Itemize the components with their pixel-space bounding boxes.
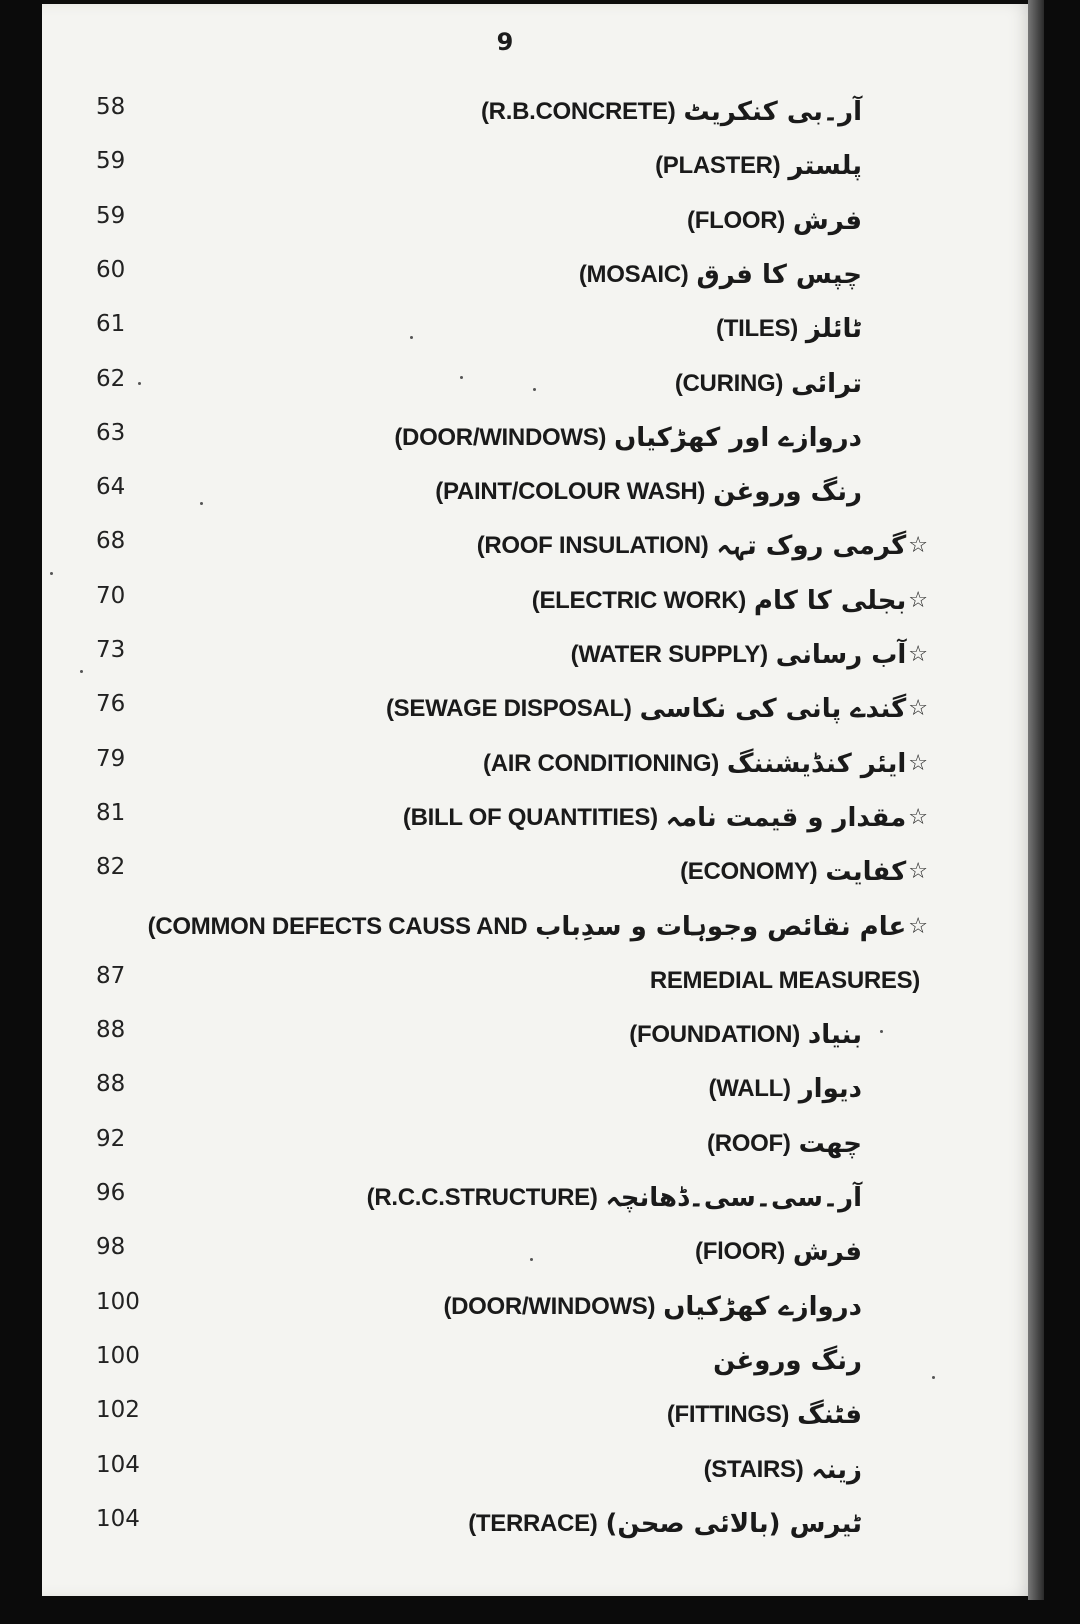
toc-row	[0, 852, 1080, 892]
toc-page-number: 100	[96, 1289, 140, 1315]
toc-entry	[367, 1178, 864, 1218]
toc-entry	[386, 689, 928, 729]
scan-speck	[50, 572, 53, 575]
toc-english-title: (DOOR/WINDOWS)	[443, 1293, 656, 1320]
toc-row	[0, 92, 1080, 132]
toc-entry	[629, 1015, 864, 1055]
toc-english-title: (WATER SUPPLY)	[570, 641, 768, 668]
toc-row	[0, 1341, 1080, 1381]
toc-row	[0, 1450, 1080, 1490]
toc-page-number: 104	[96, 1452, 140, 1478]
toc-page-number: 96	[96, 1180, 126, 1206]
toc-page-number: 102	[96, 1397, 140, 1423]
toc-english-title: (ELECTRIC WORK)	[531, 587, 746, 614]
toc-urdu-title: ترائی	[791, 369, 862, 399]
scan-speck	[200, 502, 203, 505]
toc-page-number: 79	[96, 746, 126, 772]
toc-entry	[667, 1395, 864, 1435]
toc-entry	[435, 472, 864, 512]
toc-english-title: (TILES)	[716, 315, 798, 342]
toc-entry	[532, 581, 928, 621]
toc-english-title: (CURING)	[674, 370, 784, 397]
toc-urdu-title: پلستر	[788, 151, 862, 181]
toc-page-number: 61	[96, 311, 126, 337]
toc-page-number: 62	[96, 366, 126, 392]
toc-page-number: 59	[96, 203, 126, 229]
toc-urdu-title: دیوار	[798, 1074, 862, 1104]
toc-page-number: 92	[96, 1126, 126, 1152]
scan-speck	[880, 1030, 883, 1033]
toc-entry	[716, 309, 864, 349]
toc-english-title: (FITTINGS)	[666, 1401, 790, 1428]
toc-urdu-title: بجلی کا کام	[753, 586, 907, 616]
toc-entry	[687, 201, 864, 241]
toc-english-title: (R.B.CONCRETE)	[480, 98, 676, 125]
toc-page-number: 63	[96, 420, 126, 446]
star-icon: ☆	[908, 588, 928, 613]
toc-urdu-title: عام نقائص وجوہات و سدِباب	[535, 912, 907, 942]
star-icon: ☆	[908, 751, 928, 776]
toc-urdu-title: آب رسانی	[775, 640, 907, 670]
toc-row	[0, 1178, 1080, 1218]
toc-row	[0, 201, 1080, 241]
toc-page-number: 64	[96, 474, 126, 500]
toc-row	[0, 581, 1080, 621]
toc-entry	[709, 1069, 864, 1109]
toc-urdu-title: آر۔سی۔سی۔ڈھانچہ	[605, 1183, 862, 1213]
toc-urdu-title: ٹیرس (بالائی صحن)	[605, 1509, 862, 1539]
toc-entry	[483, 744, 928, 784]
toc-entry	[571, 635, 928, 675]
toc-entry	[579, 255, 864, 295]
toc-row	[0, 1124, 1080, 1164]
star-icon: ☆	[908, 642, 928, 667]
toc-urdu-title: دروازے اور کھڑکیاں	[614, 423, 862, 453]
toc-page-number: 98	[96, 1234, 126, 1260]
toc-english-title: (R.C.C.STRUCTURE)	[366, 1184, 598, 1211]
toc-english-title: (SEWAGE DISPOSAL)	[385, 695, 632, 722]
scan-speck	[932, 1376, 935, 1379]
toc-page-number: 81	[96, 800, 126, 826]
toc-urdu-title: رنگ وروغن	[713, 477, 862, 507]
toc-page-number: 104	[96, 1506, 140, 1532]
toc-page-number: 60	[96, 257, 126, 283]
star-icon: ☆	[908, 914, 928, 939]
scan-speck	[138, 382, 141, 385]
toc-entry	[403, 798, 928, 838]
toc-urdu-title: کفایت	[825, 857, 907, 887]
toc-urdu-title: فرش	[792, 1237, 862, 1267]
toc-page-number: 68	[96, 528, 126, 554]
toc-urdu-title: بنیاد	[807, 1020, 862, 1050]
toc-english-title: (FlOOR)	[695, 1238, 785, 1265]
toc-urdu-title: دروازے کھڑکیاں	[663, 1292, 862, 1322]
toc-row	[0, 689, 1080, 729]
toc-urdu-title: رنگ وروغن	[713, 1346, 862, 1376]
toc-urdu-title: آر۔بی کنکریٹ	[683, 97, 862, 127]
toc-entry	[695, 1232, 864, 1272]
toc-row	[0, 1232, 1080, 1272]
toc-urdu-title: فٹنگ	[797, 1400, 862, 1430]
toc-urdu-title: مقدار و قیمت نامہ	[665, 803, 907, 833]
toc-urdu-title: زینہ	[811, 1455, 862, 1485]
toc-entry	[148, 907, 928, 947]
toc-english-title: (ROOF)	[707, 1130, 791, 1157]
toc-row	[0, 907, 1080, 947]
toc-entry	[705, 1341, 864, 1381]
toc-page-number: 76	[96, 691, 126, 717]
toc-row	[0, 744, 1080, 784]
toc-english-title: (PLASTER)	[655, 152, 781, 179]
toc-entry	[443, 1287, 864, 1327]
toc-entry	[675, 364, 864, 404]
toc-entry	[707, 1124, 864, 1164]
toc-page-number: 70	[96, 583, 126, 609]
star-icon: ☆	[908, 805, 928, 830]
star-icon: ☆	[908, 696, 928, 721]
toc-english-title: (MOSAIC)	[578, 261, 689, 288]
toc-english-title: (COMMON DEFECTS CAUSS AND	[147, 913, 528, 940]
toc-row	[0, 635, 1080, 675]
toc-english-title: (WALL)	[708, 1075, 791, 1102]
toc-entry	[655, 146, 864, 186]
toc-page-number: 88	[96, 1071, 126, 1097]
toc-page-number: 82	[96, 854, 126, 880]
toc-row	[0, 1069, 1080, 1109]
toc-page-number: 58	[96, 94, 126, 120]
toc-page-number: 73	[96, 637, 126, 663]
toc-urdu-title: چھت	[798, 1129, 862, 1159]
toc-row	[0, 1287, 1080, 1327]
toc-row	[0, 418, 1080, 458]
toc-row	[0, 309, 1080, 349]
toc-entry	[477, 526, 928, 566]
toc-row	[0, 526, 1080, 566]
toc-page-number: 87	[96, 963, 126, 989]
toc-entry	[680, 852, 928, 892]
toc-row	[0, 255, 1080, 295]
toc-english-title: (FOUNDATION)	[629, 1021, 800, 1048]
toc-english-title: (ROOF INSULATION)	[476, 532, 709, 559]
scan-speck	[530, 1258, 533, 1261]
toc-row	[0, 1504, 1080, 1544]
toc-english-title: (TERRACE)	[468, 1510, 598, 1537]
scan-speck	[533, 388, 536, 391]
toc-entry	[650, 961, 930, 1001]
toc-row	[0, 961, 1080, 1001]
toc-english-title: (FLOOR)	[687, 207, 785, 234]
toc-row	[0, 798, 1080, 838]
toc-english-title: (PAINT/COLOUR WASH)	[435, 478, 706, 505]
toc-english-title: (ECONOMY)	[680, 858, 818, 885]
toc-row	[0, 472, 1080, 512]
toc-row	[0, 364, 1080, 404]
page-number: 9	[496, 28, 514, 56]
toc-english-title: (STAIRS)	[703, 1456, 804, 1483]
scan-speck	[80, 670, 83, 673]
toc-english-title: REMEDIAL MEASURES)	[649, 967, 920, 994]
toc-english-title: (AIR CONDITIONING)	[483, 750, 719, 777]
toc-english-title: (DOOR/WINDOWS)	[394, 424, 607, 451]
toc-row	[0, 1395, 1080, 1435]
toc-entry	[468, 1504, 864, 1544]
toc-entry	[394, 418, 864, 458]
toc-urdu-title: گندے پانی کی نکاسی	[639, 694, 907, 724]
toc-page-number: 100	[96, 1343, 140, 1369]
star-icon: ☆	[908, 859, 928, 884]
toc-row	[0, 1015, 1080, 1055]
toc-row	[0, 146, 1080, 186]
scan-speck	[460, 376, 463, 379]
star-icon: ☆	[908, 533, 928, 558]
toc-page-number: 88	[96, 1017, 126, 1043]
toc-entry	[704, 1450, 864, 1490]
scan-speck	[410, 336, 413, 339]
toc-urdu-title: چپس کا فرق	[696, 260, 862, 290]
toc-page-number: 59	[96, 148, 126, 174]
toc-urdu-title: فرش	[792, 206, 862, 236]
toc-entry	[481, 92, 864, 132]
toc-english-title: (BILL OF QUANTITIES)	[402, 804, 658, 831]
toc-urdu-title: گرمی روک تہہ	[716, 531, 907, 561]
toc-urdu-title: ایئر کنڈیشننگ	[726, 749, 907, 779]
toc-urdu-title: ٹائلز	[805, 314, 862, 344]
